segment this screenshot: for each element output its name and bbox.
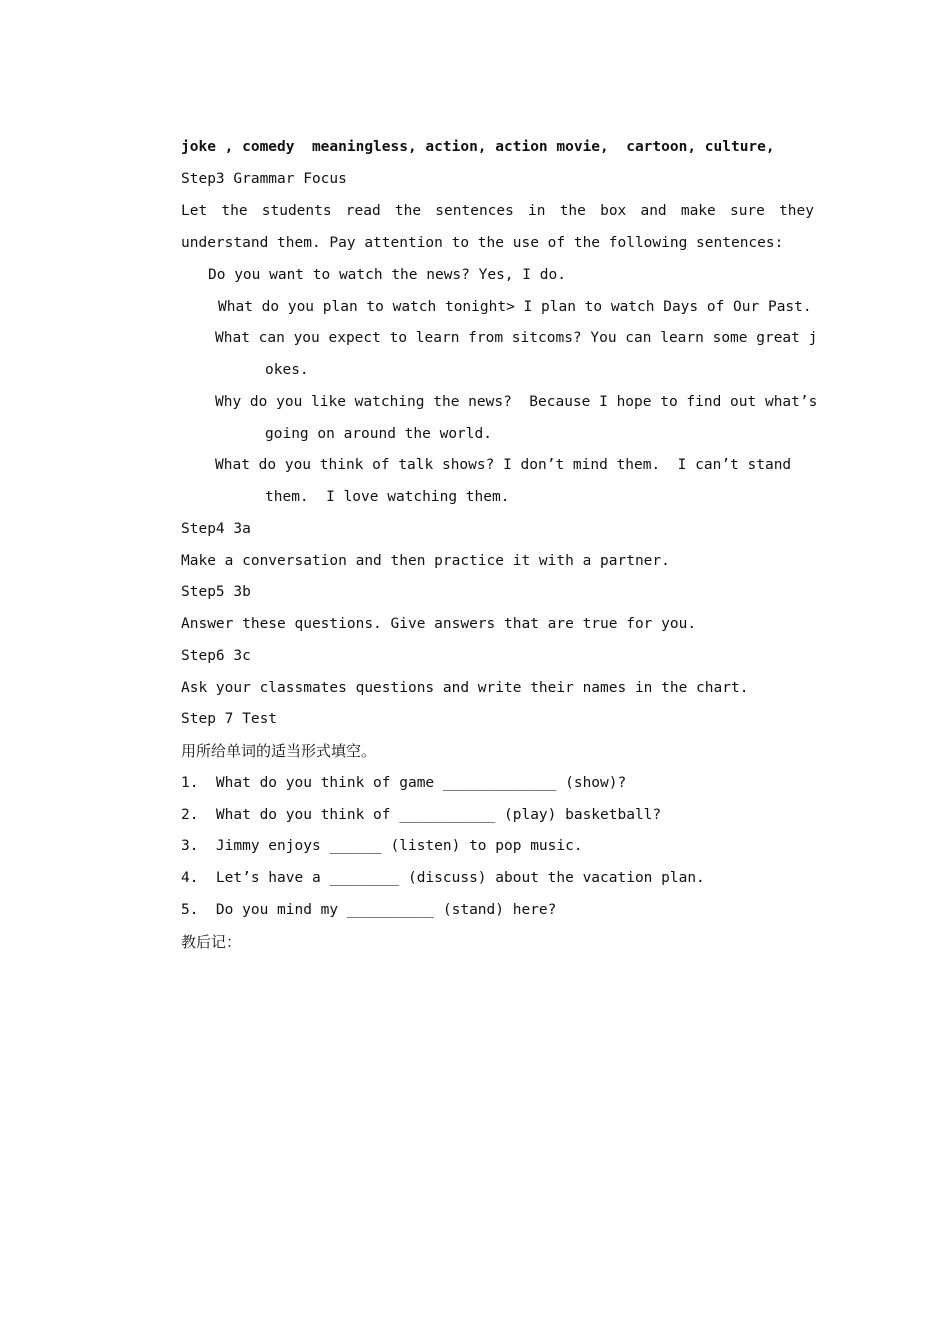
test-item-2: 2. What do you think of ___________ (play) basketball?	[181, 807, 662, 823]
grammar-sentence-2: What do you plan to watch tonight> I plan to watch Days of Our Past.	[218, 299, 812, 315]
grammar-sentence-1: Do you want to watch the news? Yes, I do.	[208, 267, 566, 283]
step4-text: Make a conversation and then practice it with a partner.	[181, 553, 670, 569]
step3-instruction-line-2: understand them. Pay attention to the use of the following sentences:	[181, 235, 784, 251]
step4-heading: Step4 3a	[181, 521, 251, 537]
step7-heading: Step 7 Test	[181, 711, 278, 727]
grammar-sentence-5: What do you think of talk shows? I don’t mind them. I can’t stand	[215, 457, 792, 473]
grammar-sentence-4: Why do you like watching the news? Because I hope to find out what’s	[215, 394, 818, 410]
grammar-sentence-5-continued: them. I love watching them.	[265, 489, 510, 505]
grammar-sentence-4-continued: going on around the world.	[265, 426, 492, 442]
test-item-3: 3. Jimmy enjoys ______ (listen) to pop music.	[181, 838, 583, 854]
vocabulary-line: joke , comedy meaningless, action, action movie, cartoon, culture,	[181, 139, 775, 155]
test-item-5: 5. Do you mind my __________ (stand) here?	[181, 902, 557, 918]
step3-instruction-line-1: Let the students read the sentences in the box and make sure they	[181, 203, 814, 219]
step5-heading: Step5 3b	[181, 584, 251, 600]
step6-text: Ask your classmates questions and write their names in the chart.	[181, 680, 749, 696]
test-item-4: 4. Let’s have a ________ (discuss) about the vacation plan.	[181, 870, 705, 886]
grammar-sentence-3-continued: okes.	[265, 362, 309, 378]
step5-text: Answer these questions. Give answers that are true for you.	[181, 616, 697, 632]
step6-heading: Step6 3c	[181, 648, 251, 664]
test-instruction: 用所给单词的适当形式填空。	[181, 742, 377, 760]
step3-heading: Step3 Grammar Focus	[181, 171, 347, 187]
test-item-1: 1. What do you think of game _____________ (show)?	[181, 775, 627, 791]
afterword-label: 教后记：	[181, 933, 242, 951]
grammar-sentence-3: What can you expect to learn from sitcoms? You can learn some great j	[215, 330, 818, 346]
